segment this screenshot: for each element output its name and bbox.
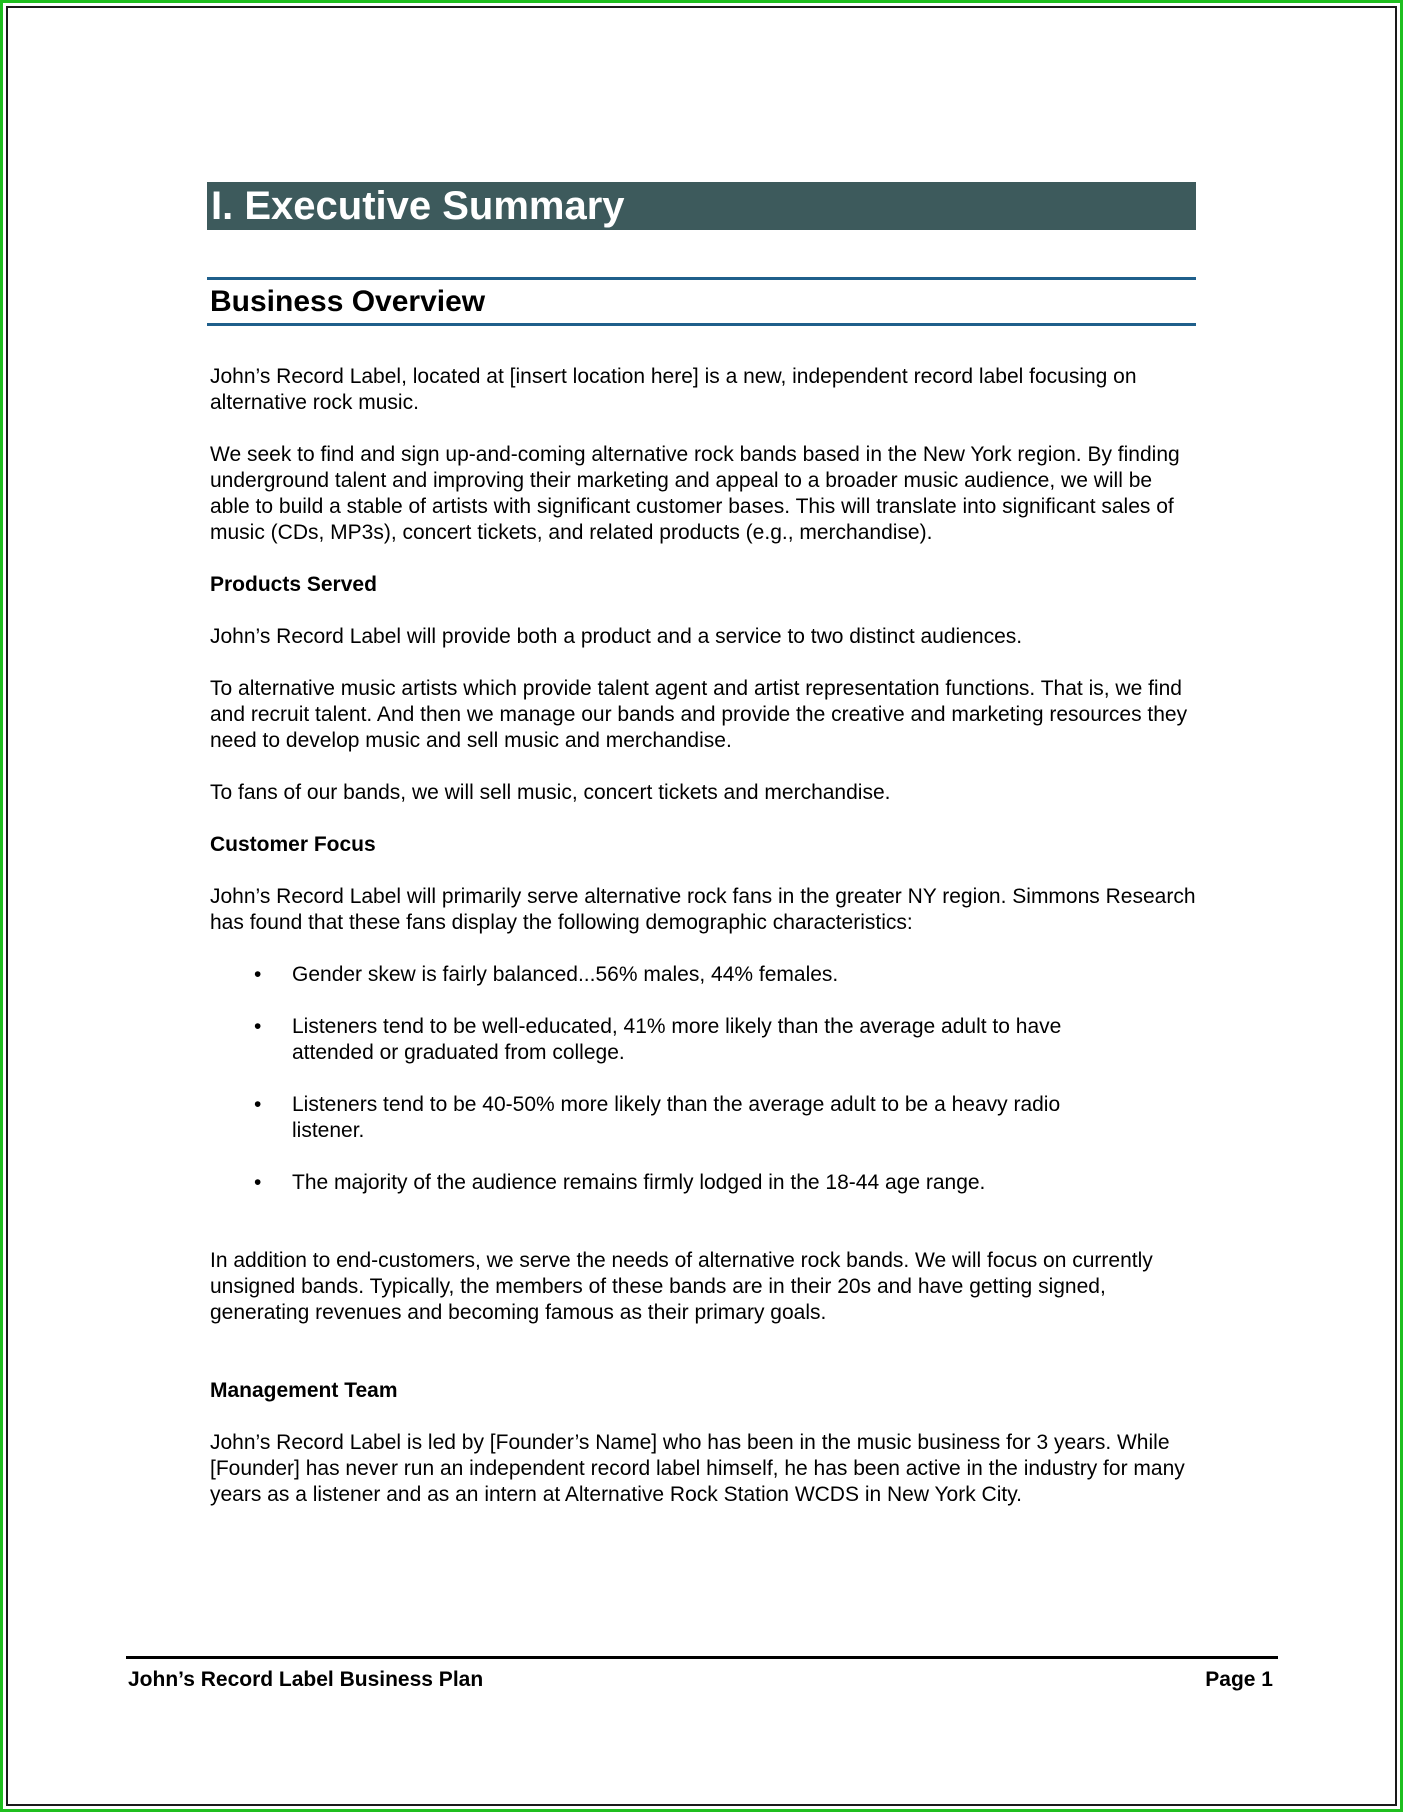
customer-paragraph-2: In addition to end-customers, we serve the needs of alternative rock bands. We will focus on currently unsigned bands. Typically, the members of these bands are in their 20s and have getting signed, generating revenues and becoming famous as their primary goals. bbox=[210, 1249, 1153, 1324]
management-team-heading: Management Team bbox=[210, 1379, 398, 1402]
section-title-bar: I. Executive Summary bbox=[207, 182, 1196, 230]
list-item-text: Listeners tend to be well-educated, 41% more likely than the average adult to have attended or graduated from college. bbox=[292, 1015, 1062, 1064]
management-paragraph: John’s Record Label is led by [Founder’s Name] who has been in the music business for 3 years. While [Founder] has never run an independent record label himself, he has been active in the industry for many years as a listener and as an intern at Alternative Rock Station WCDS in New York City. bbox=[210, 1431, 1185, 1506]
bullet-icon: • bbox=[254, 1015, 262, 1038]
products-paragraph-2: To alternative music artists which provide talent agent and artist representation functions. That is, we find and recruit talent. And then we manage our bands and provide the creative and marketing resources they need to develop music and sell music and merchandise. bbox=[210, 677, 1188, 752]
list-item-text: Gender skew is fairly balanced...56% males, 44% females. bbox=[292, 963, 839, 986]
list-item bbox=[210, 962, 1196, 988]
products-served-heading: Products Served bbox=[210, 573, 377, 596]
intro-paragraph: John’s Record Label, located at [insert location here] is a new, independent record label focusing on alternative rock music. bbox=[210, 365, 1137, 414]
list-item-text: The majority of the audience remains firmly lodged in the 18-44 age range. bbox=[292, 1171, 986, 1194]
customer-focus-heading: Customer Focus bbox=[210, 833, 376, 856]
list-item-text: Listeners tend to be 40-50% more likely than the average adult to be a heavy radio listener. bbox=[292, 1093, 1061, 1142]
customer-paragraph-1: John’s Record Label will primarily serve alternative rock fans in the greater NY region. Simmons Research has found that these fans display the following demographic characteristics: bbox=[210, 885, 1196, 934]
bullet-icon: • bbox=[254, 963, 262, 986]
list-item bbox=[210, 1014, 1196, 1066]
demographics-list bbox=[210, 962, 1196, 1196]
footer-document-title: John’s Record Label Business Plan bbox=[128, 1668, 484, 1691]
document-body bbox=[207, 364, 1196, 1508]
list-item bbox=[210, 1170, 1196, 1196]
page-content bbox=[207, 182, 1196, 1508]
footer-rule bbox=[126, 1656, 1278, 1659]
bullet-icon: • bbox=[254, 1093, 262, 1116]
products-paragraph-1: John’s Record Label will provide both a product and a service to two distinct audiences. bbox=[210, 625, 1023, 648]
business-overview-heading: Business Overview bbox=[207, 277, 1196, 326]
list-item bbox=[210, 1092, 1196, 1144]
products-paragraph-3: To fans of our bands, we will sell music, concert tickets and merchandise. bbox=[210, 781, 891, 804]
bullet-icon: • bbox=[254, 1171, 262, 1194]
footer-page-number: Page 1 bbox=[1205, 1668, 1273, 1691]
seek-paragraph: We seek to find and sign up-and-coming alternative rock bands based in the New York region. By finding underground talent and improving their marketing and appeal to a broader music audience, we will be able to build a stable of artists with significant customer bases. This will translate into significant sales of music (CDs, MP3s), concert tickets, and related products (e.g., merchandise). bbox=[210, 443, 1180, 544]
